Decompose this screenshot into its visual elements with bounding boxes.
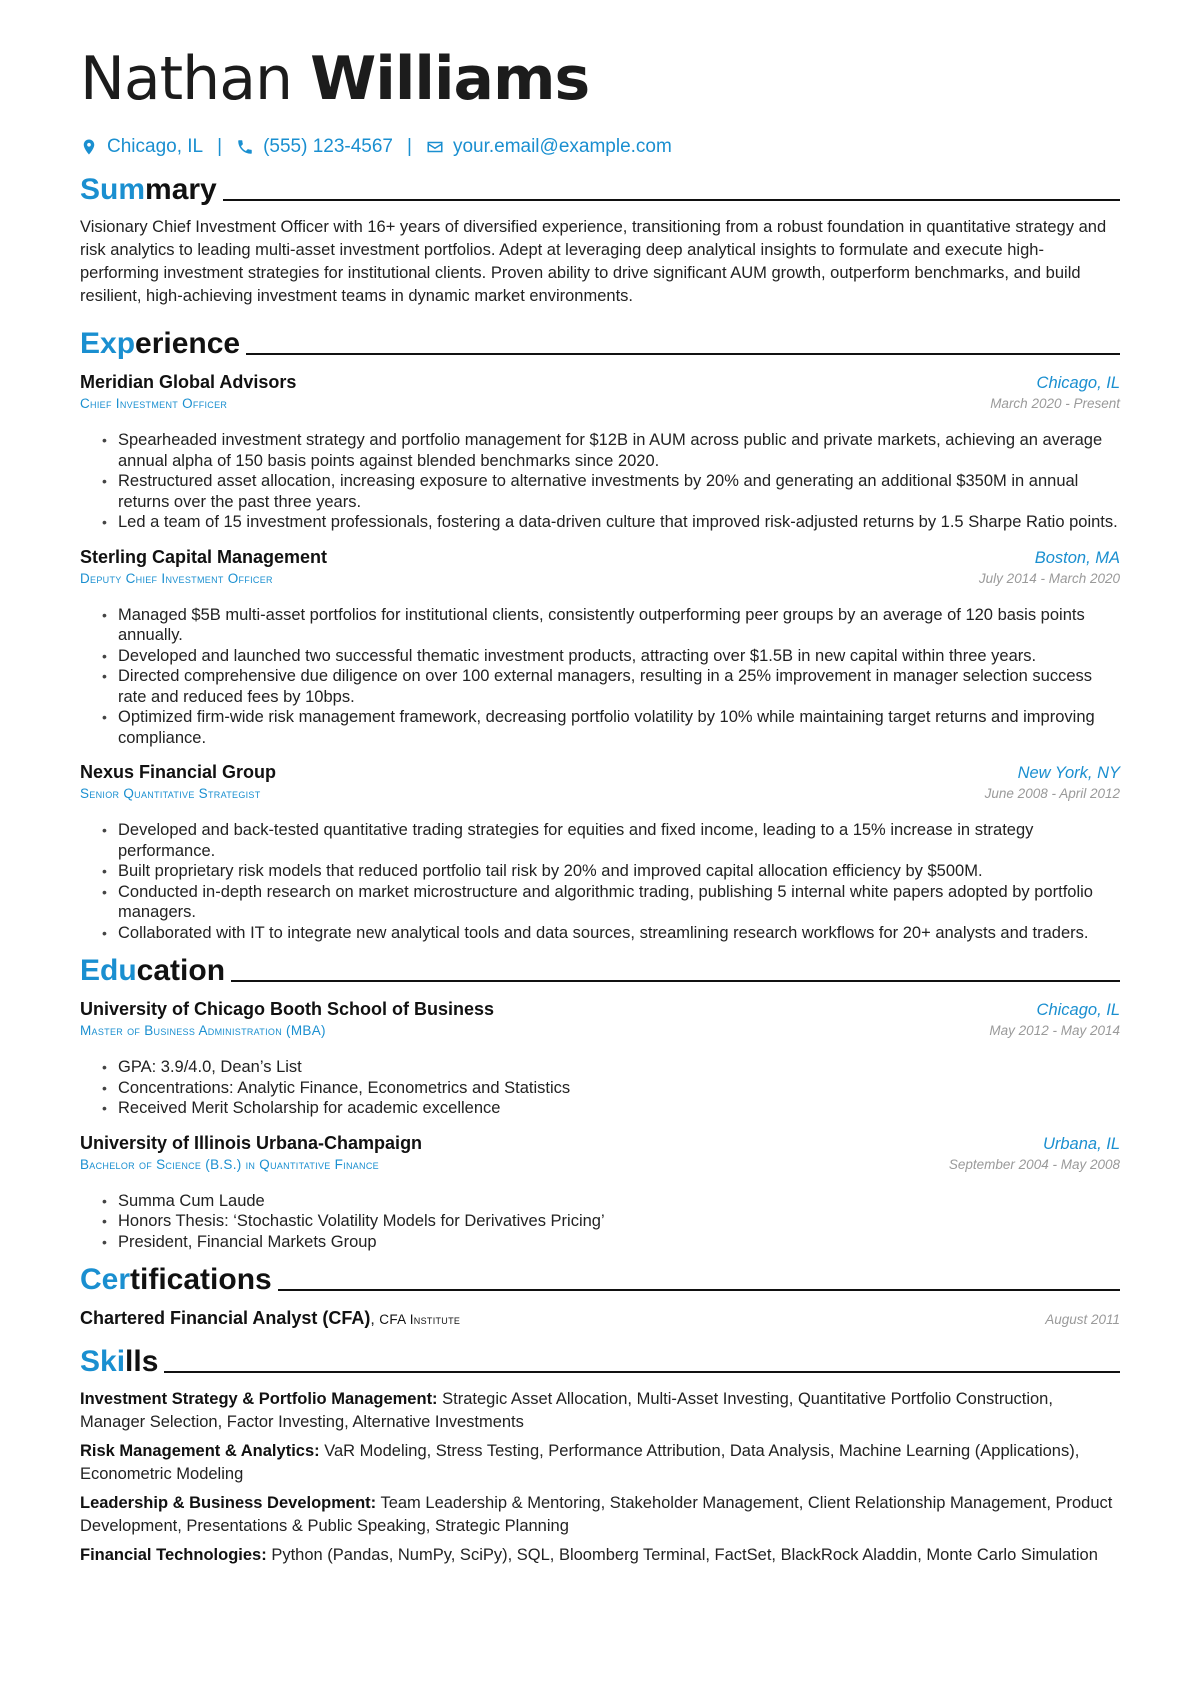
- envelope-icon: [426, 138, 444, 156]
- skill-items: Strategic Asset Allocation, Multi-Asset Investing, Quantitative Portfolio Construction, Manager Selection, Factor Investing, Alternative Investments: [80, 1390, 1053, 1431]
- bullet-item: • Directed comprehensive due diligence on over 100 external managers, resulting in a 25% improvement in manager selection success rate and reduced fees by 10bps.: [104, 666, 1120, 707]
- contact-location: [80, 136, 203, 158]
- bullet-item: • GPA: 3.9/4.0, Dean’s List: [104, 1057, 1120, 1078]
- skill-items: VaR Modeling, Stress Testing, Performance Attribution, Data Analysis, Machine Learning (Applications), Econometric Modeling: [80, 1442, 1080, 1483]
- certification-comma: ,: [370, 1311, 380, 1328]
- section-title-accent: Ski: [80, 1345, 126, 1378]
- section-title: [80, 1262, 272, 1298]
- section-rule: [231, 980, 1120, 982]
- skill-category: Risk Management & Analytics:: [80, 1442, 320, 1460]
- entry-location: Chicago, IL: [1036, 1001, 1120, 1019]
- entry-dates: July 2014 - March 2020: [978, 570, 1120, 586]
- bullet-item: • Honors Thesis: ‘Stochastic Volatility Models for Derivatives Pricing’: [104, 1211, 1120, 1232]
- last-name: Williams: [310, 44, 590, 114]
- job-title: Deputy Chief Investment Officer: [80, 570, 273, 586]
- bullet-item: • Concentrations: Analytic Finance, Econometrics and Statistics: [104, 1078, 1120, 1099]
- contact-separator: |: [407, 136, 412, 157]
- section-title-accent: Edu: [80, 954, 137, 987]
- phone-text[interactable]: (555) 123-4567: [263, 136, 393, 157]
- bullet-item: • Developed and back-tested quantitative trading strategies for equities and fixed income, leading to a 15% increase in strategy performance.: [104, 820, 1120, 861]
- skill-items: Python (Pandas, NumPy, SciPy), SQL, Bloomberg Terminal, FactSet, BlackRock Aladdin, Monte Carlo Simulation: [266, 1546, 1098, 1564]
- bullet-item: • Optimized firm-wide risk management framework, decreasing portfolio volatility by 10% while maintaining target returns and improving compliance.: [104, 707, 1120, 748]
- section-title-accent: Exp: [80, 327, 136, 360]
- section-rule: [223, 199, 1120, 201]
- skill-group: [80, 1492, 1120, 1538]
- section-title-rest: tifications: [130, 1263, 272, 1296]
- section-title: [80, 326, 240, 362]
- map-pin-icon: [80, 138, 98, 156]
- section-title-accent: Sum: [80, 173, 146, 206]
- employer-name: Sterling Capital Management: [80, 546, 328, 567]
- phone-icon: [236, 138, 254, 156]
- bullet-item: • Summa Cum Laude: [104, 1191, 1120, 1212]
- degree: Bachelor of Science (B.S.) in Quantitative Finance: [80, 1156, 379, 1172]
- job-title: Chief Investment Officer: [80, 396, 228, 411]
- section-experience-heading: [80, 322, 1120, 362]
- bullet-item: • Built proprietary risk models that reduced portfolio tail risk by 20% and improved capital allocation efficiency by $500M.: [104, 861, 1120, 882]
- bullet-item: • Restructured asset allocation, increasing exposure to alternative investments by 20% and generating an additional $350M in annual returns over the past three years.: [104, 471, 1120, 512]
- skill-group: [80, 1388, 1120, 1434]
- bullet-list: [80, 1191, 1120, 1253]
- certification-name: Chartered Financial Analyst (CFA): [80, 1308, 371, 1328]
- entry-location: Urbana, IL: [1042, 1134, 1120, 1153]
- contact-separator: |: [217, 136, 223, 157]
- employer-name: Nexus Financial Group: [80, 762, 277, 782]
- experience-entry: [80, 372, 1120, 533]
- candidate-name: [80, 40, 1120, 118]
- contact-phone[interactable]: [236, 136, 393, 158]
- section-title-rest: erience: [135, 327, 241, 360]
- bullet-list: [80, 820, 1120, 943]
- entry-location: Boston, MA: [1034, 548, 1120, 567]
- section-summary-heading: [80, 168, 1120, 208]
- bullet-list: [80, 430, 1120, 533]
- skill-group: [80, 1544, 1120, 1567]
- skill-category: Financial Technologies:: [80, 1546, 267, 1564]
- section-rule: [164, 1371, 1120, 1373]
- certification-issuer: CFA Institute: [379, 1312, 461, 1327]
- section-title-rest: cation: [136, 954, 226, 987]
- certification-entry: [80, 1308, 1120, 1334]
- entry-dates: June 2008 - April 2012: [984, 786, 1120, 801]
- education-entry: [80, 999, 1120, 1119]
- first-name: Nathan: [80, 44, 292, 114]
- entry-dates: May 2012 - May 2014: [989, 1023, 1120, 1038]
- degree: Master of Business Administration (MBA): [80, 1023, 326, 1038]
- bullet-item: • Conducted in-depth research on market microstructure and algorithmic trading, publishing 5 internal white papers adopted by portfolio managers.: [104, 882, 1120, 923]
- section-title: [80, 1344, 158, 1380]
- job-title: Senior Quantitative Strategist: [80, 786, 261, 801]
- contact-email[interactable]: [426, 136, 672, 158]
- entry-location: New York, NY: [1017, 764, 1120, 782]
- bullet-item: • Spearheaded investment strategy and portfolio management for $12B in AUM across public and private markets, achieving an average annual alpha of 150 basis points against blended benchmarks since 2020.: [104, 430, 1120, 471]
- entry-location: Chicago, IL: [1036, 374, 1120, 392]
- section-title-rest: mary: [145, 173, 217, 206]
- resume-page: [80, 40, 1120, 1573]
- email-link[interactable]: your.email@example.com: [452, 136, 672, 157]
- location-text: Chicago, IL: [107, 136, 204, 157]
- experience-entry: [80, 762, 1120, 943]
- contact-line: [80, 132, 1120, 162]
- bullet-item: • Led a team of 15 investment professionals, fostering a data-driven culture that improved risk-adjusted returns by 1.5 Sharpe Ratio points.: [104, 512, 1120, 533]
- certification-date: August 2011: [1045, 1312, 1120, 1327]
- bullet-item: • President, Financial Markets Group: [104, 1232, 1120, 1253]
- section-title: [80, 172, 217, 208]
- skill-category: Investment Strategy & Portfolio Management:: [80, 1390, 438, 1408]
- skill-category: Leadership & Business Development:: [80, 1494, 377, 1512]
- section-title: [80, 953, 225, 989]
- skills-list: [80, 1388, 1120, 1567]
- experience-entry: [80, 547, 1120, 749]
- skill-items: Team Leadership & Mentoring, Stakeholder Management, Client Relationship Management, Product Development, Presentations & Public Speaking, Strategic Planning: [80, 1494, 1113, 1535]
- education-entry: [80, 1133, 1120, 1253]
- bullet-item: • Developed and launched two successful thematic investment products, attracting over $1.5B in new capital within three years.: [104, 646, 1120, 667]
- section-title-rest: lls: [125, 1345, 159, 1378]
- summary-text: Visionary Chief Investment Officer with 16+ years of diversified experience, transitioning from a robust foundation in quantitative strategy and risk analytics to leading multi-asset investment portfolios. Adept at leveraging deep analytical insights to formulate and execute high-performing investment strategies for institutional clients. Proven ability to drive significant AUM growth, outperform benchmarks, and build resilient, high-achieving investment teams in dynamic market environments.: [80, 218, 1107, 305]
- employer-name: Meridian Global Advisors: [80, 372, 297, 392]
- section-skills-heading: [80, 1340, 1120, 1380]
- section-certifications-heading: [80, 1258, 1120, 1298]
- bullet-list: [80, 605, 1120, 749]
- bullet-item: • Collaborated with IT to integrate new analytical tools and data sources, streamlining research workflows for 20+ analysts and traders.: [104, 923, 1120, 944]
- bullet-item: • Managed $5B multi-asset portfolios for institutional clients, consistently outperforming peer groups by an average of 120 basis points annually.: [104, 605, 1120, 646]
- school-name: University of Illinois Urbana-Champaign: [80, 1132, 423, 1153]
- section-rule: [278, 1289, 1120, 1291]
- section-rule: [246, 353, 1120, 355]
- entry-dates: March 2020 - Present: [990, 396, 1120, 411]
- section-title-accent: Cer: [80, 1263, 131, 1296]
- entry-dates: September 2004 - May 2008: [948, 1156, 1120, 1172]
- bullet-list: [80, 1057, 1120, 1119]
- bullet-item: • Received Merit Scholarship for academic excellence: [104, 1098, 1120, 1119]
- skill-group: [80, 1440, 1120, 1486]
- school-name: University of Chicago Booth School of Business: [80, 999, 495, 1019]
- section-education-heading: [80, 949, 1120, 989]
